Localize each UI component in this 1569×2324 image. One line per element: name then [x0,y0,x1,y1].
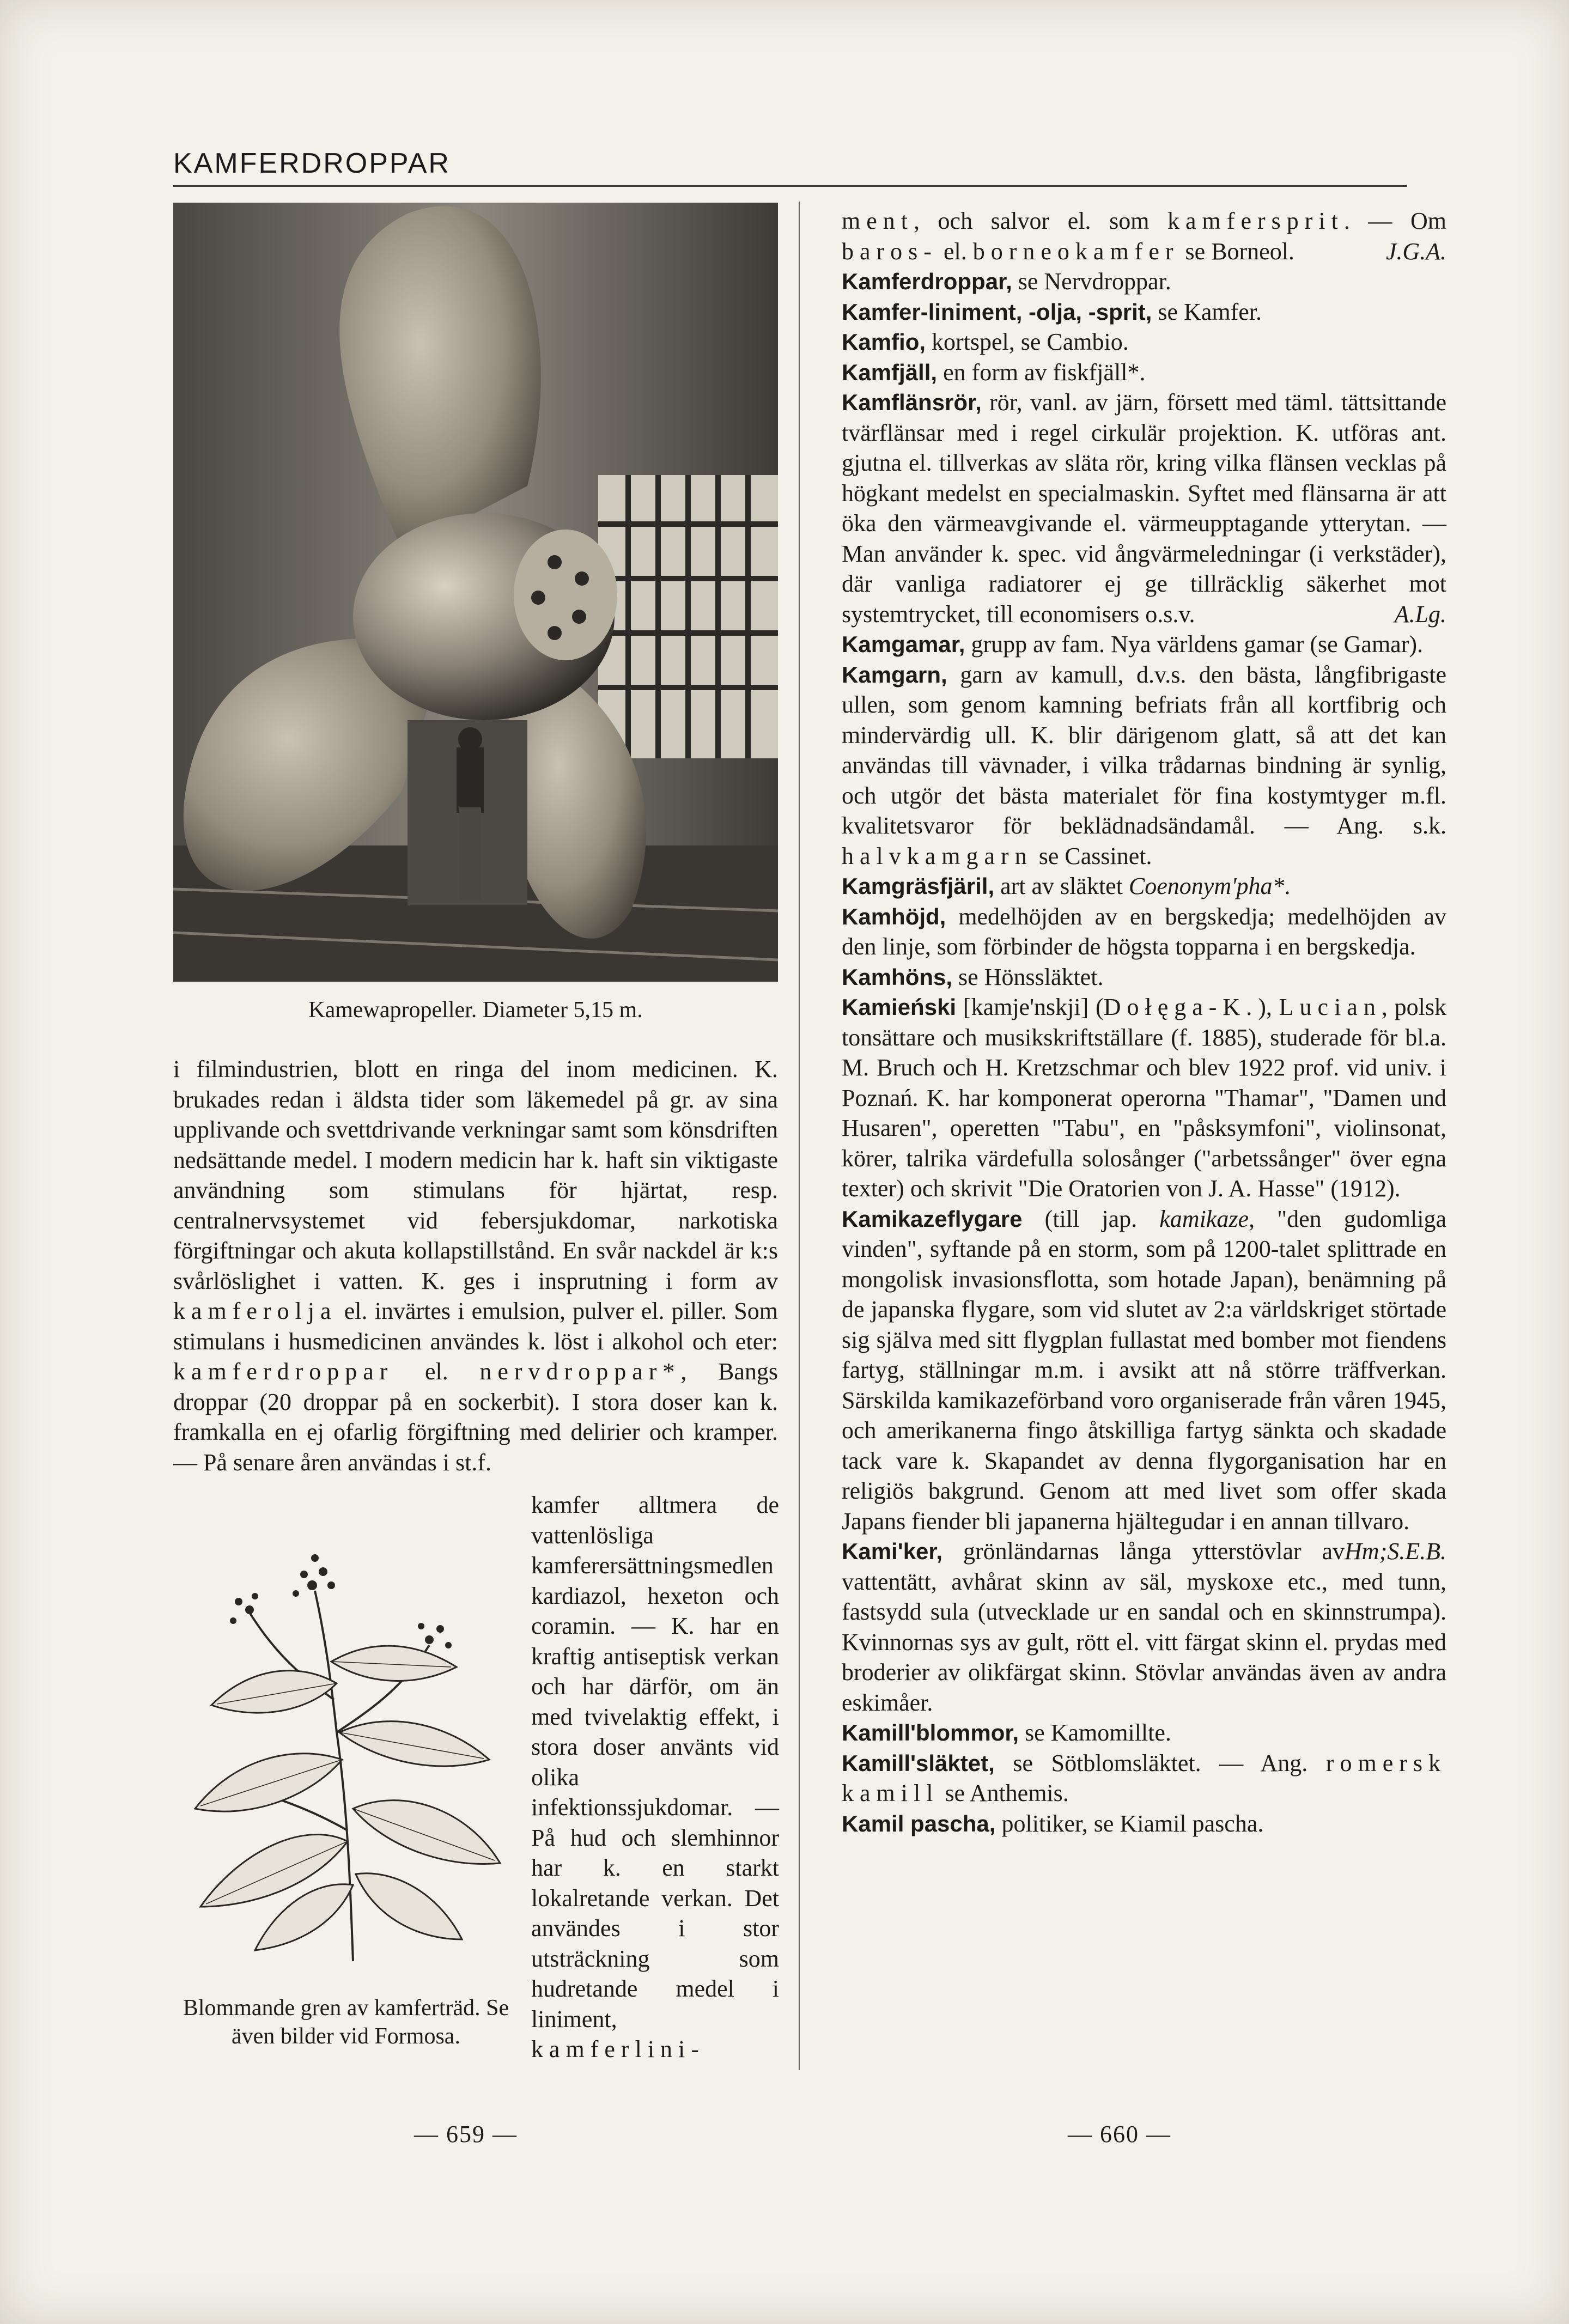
entry-text: garn av kamull, d.v.s. den bästa, långfibrigaste ullen, som genom kamning befriats från all kortfibrig och mindervärdig ull. K. blir därigenom glatt, så att det kan användas till vävnader, i vilka trådarnas bindning är synlig, och utgör det bästa materialet för fina kostymtyger m.fl. kvalitetsvaror för beklädnadsändamål. — Ang. s.k. [842,661,1446,839]
column-divider [799,202,800,2070]
entry-headword: Kamfer-liniment, -olja, -sprit, [842,299,1152,325]
entry-text: , polsk tonsättare och musikskriftställare (f. 1885), studerade för bl.a. M. Bruch och H. Kretzschmar och blev 1922 prof. vid univ. i Poznań. K. har komponerat operorna "Thamar", "Damen und Husaren", operetten "Tabu", en "påsksymfoni", violinsonat, körer, talrika värdefulla solosånger ("arbetssånger" över egna texter) och skrivit "Die Oratorien von J. A. Hasse" (1912). [842,994,1446,1202]
entry-text: se Sötblomsläktet. — Ang. [994,1749,1326,1777]
entry-text: grönländarnas långa ytterstövlar av vattentätt, avhårat skinn av säl, myskoxe etc., med tunn, fastsydd sula (utvecklade ur en sandal och en skinnstrumpa). Kvinnornas sys av gult, rött el. vitt färgat skinn el. prydas med broderier av olikfärgat skinn. Stövlar användas även av andra eskimåer. [842,1538,1446,1716]
entry-text: romersk kamill [842,1749,1446,1806]
camphor-substitutes-paragraph [531,1490,779,2065]
spaced-term: borneokamfer [972,238,1179,265]
left-column-narrow-text [531,1490,779,2065]
entry-text: . [1284,873,1291,899]
propeller-caption: Kamewapropeller. Diameter 5,15 m. [308,997,643,1023]
entry-list [842,266,1446,1839]
text-run: , Bangs droppar (20 droppar på en sockerbit). I stora doser kan k. framkalla en ej ofarlig förgiftning med delirier och kramper. — På senare åren användas i st.f. [173,1358,778,1476]
entry-text: [kamje'nskji] ( [956,994,1104,1020]
entry-headword: Kamflänsrör, [842,390,982,415]
entry-headword: Kamgarn, [842,661,947,688]
spaced-term: kamferdroppar [173,1358,394,1385]
spaced-term: baros- [842,238,938,265]
dictionary-entry [842,902,1446,962]
entry-headword: Kamil pascha, [842,1810,996,1836]
entry-text: Dołęga-K. [1103,994,1258,1020]
right-column-text [842,206,1446,1839]
running-head: KAMFERDROPPAR [173,148,451,179]
page-number-left: — 659 — [414,2121,518,2147]
dictionary-entry [842,357,1446,388]
entry-text: medelhöjden av en bergskedja; medelhöjden av den linje, som förbinder de högsta topparna i en bergskedja. [842,903,1446,960]
entry-text: kamikaze [1159,1205,1249,1232]
entry-headword: Kamgräsfjäril, [842,873,995,899]
text-run: , och salvor el. som [913,208,1168,234]
dictionary-entry [842,962,1446,993]
page-number-right: — 660 — [1068,2121,1171,2147]
plant-caption: Blommande gren av kamferträd. Se även bilder vid Formosa. [183,1996,509,2049]
dictionary-entry [842,266,1446,297]
text-run: kamfer alltmera de vattenlösliga kamferersättningsmedlen kardiazol, hexeton och coramin. — K. har en kraftig antiseptisk verkan och har därför, om än med tvivelaktig effekt, i stora doser använts vid olika infektionssjukdomar. — På hud och slemhinnor har k. en starkt lokalretande verkan. Det användes i stor utsträckning som hudretande medel i liniment, [531,1492,779,2033]
dictionary-entry [842,992,1446,1204]
camphor-branch-illustration [173,1504,522,1972]
dictionary-entry [842,871,1446,902]
author-signature: J.G.A. [1385,238,1446,265]
author-signature: A.Lg. [1394,600,1446,628]
dictionary-entry [842,1809,1446,1839]
entry-text: , "den gudomliga vinden", syftande på en storm, som på 1200-talet splittrade en mongolisk invasionsflotta, som hotade Japan), benämning på de japanska flygare, som vid slutet av 2:a världskriget störtade sig själva med sitt flygplan fullastat med bomber mot fiendens fartyg, ställningar m.m. i avsikt att nå större träffverkan. Särskilda kamikazeförband voro organiserade från våren 1945, och amerikanerna fingo åtskilliga fartyg sänkta och skadade tack vare k. Skapandet av denna flygorganisation har en religiös bakgrund. Genom att med livet som offer skada Japans fiender bli japanerna hjältegudar i en annan tillvaro. [842,1205,1446,1535]
entry-headword: Kamill'blommor, [842,1720,1019,1745]
spaced-term: kamferlini- [531,2036,705,2063]
entry-text: se Anthemis. [939,1780,1069,1806]
entry-headword: Kamill'släktet, [842,1750,995,1776]
entry-headword: Kamhöjd, [842,903,946,929]
entry-text: ), [1258,994,1279,1020]
dictionary-entry [842,387,1446,629]
text-run: i filmindustrien, blott en ringa del inom medicinen. K. brukades redan i äldsta tider som läkemedel på gr. av sina upplivande och svettdrivande verkningar samt som könsdriften nedsättande medel. I modern medicin har k. haft sin viktigaste användning som stimulans för hjärtat, resp. centralnervsystemet vid febersjukdomar, narkotiska förgiftningar och akuta kollapstillstånd. En svår nackdel är k:s svårlöslighet i vatten. K. ges i insprutning i form av [173,1056,778,1294]
entry-headword: Kamikazeflygare [842,1206,1023,1232]
entry-text: se Kamomillte. [1019,1719,1171,1746]
spaced-term: kamfersprit [1167,208,1344,234]
spaced-term: ment [842,208,914,234]
entry-headword: Kamgamar, [842,631,965,657]
author-signature: Hm;S.E.B. [1345,1538,1446,1565]
entry-headword: Kamferdroppar, [842,269,1012,294]
entry-headword: Kamfio, [842,329,926,355]
dictionary-entry [842,1718,1446,1748]
text-run: el. [393,1358,480,1385]
dictionary-entry [842,629,1446,660]
dictionary-entry [842,1748,1446,1809]
text-run: . — Om [1343,208,1446,234]
entry-headword: Kamfjäll, [842,359,938,385]
text-run: el. invärtes i emulsion, pulver el. piller. Som stimulans i husmedicinen användes k. löst i alkohol och eter: [173,1298,778,1355]
camphor-continuation [842,206,1446,266]
entry-text: Coenonym'pha* [1128,873,1285,899]
entry-text: rör, vanl. av järn, försett med täml. tättsittande tvärflänsar med i regel cirkulär projektion. K. utföras ant. gjutna el. tillverkas av släta rör, kring vilka flänsen vecklas på högkant medelst en specialmaskin. Syftet med flänsarna är att öka den värmeavgivande el. värmeupptagande ytterytan. — Man använder k. spec. vid ångvärmeledningar (i verkstäder), där vanliga radiatorer ej ge tillräcklig säkerhet mot systemtrycket, till economisers o.s.v. [842,389,1446,628]
text-run: se Borneol. [1179,238,1294,265]
entry-text: en form av fiskfjäll*. [937,358,1146,386]
spaced-term: kamferolja [173,1298,337,1324]
entry-text: kortspel, se Cambio. [926,328,1129,355]
entry-text: grupp av fam. Nya världens gamar (se Gamar). [965,631,1424,658]
dictionary-entry [842,660,1446,872]
entry-text: se Nervdroppar. [1012,268,1171,295]
entry-text: art av släktet [994,873,1129,899]
dictionary-entry [842,297,1446,327]
entry-text: se Kamfer. [1152,298,1262,325]
left-column-text [173,1054,778,1477]
propeller-photo [173,203,778,982]
entry-text: (till jap. [1022,1205,1160,1232]
camphor-medicine-paragraph [173,1054,778,1477]
entry-text: se Cassinet. [1032,842,1152,869]
entry-text: politiker, se Kiamil pascha. [995,1810,1264,1837]
dictionary-entry [842,327,1446,357]
entry-text: se Hönssläktet. [952,963,1104,990]
entry-text: Lucian [1279,994,1382,1020]
entry-headword: Kami'ker, [842,1538,943,1564]
entry-text: halvkamgarn [842,842,1033,869]
header-rule [173,185,1407,187]
entry-headword: Kamieński [842,994,957,1020]
entry-headword: Kamhöns, [842,964,953,990]
spaced-term: nervdroppar* [479,1358,681,1385]
text-run: el. [937,238,973,265]
